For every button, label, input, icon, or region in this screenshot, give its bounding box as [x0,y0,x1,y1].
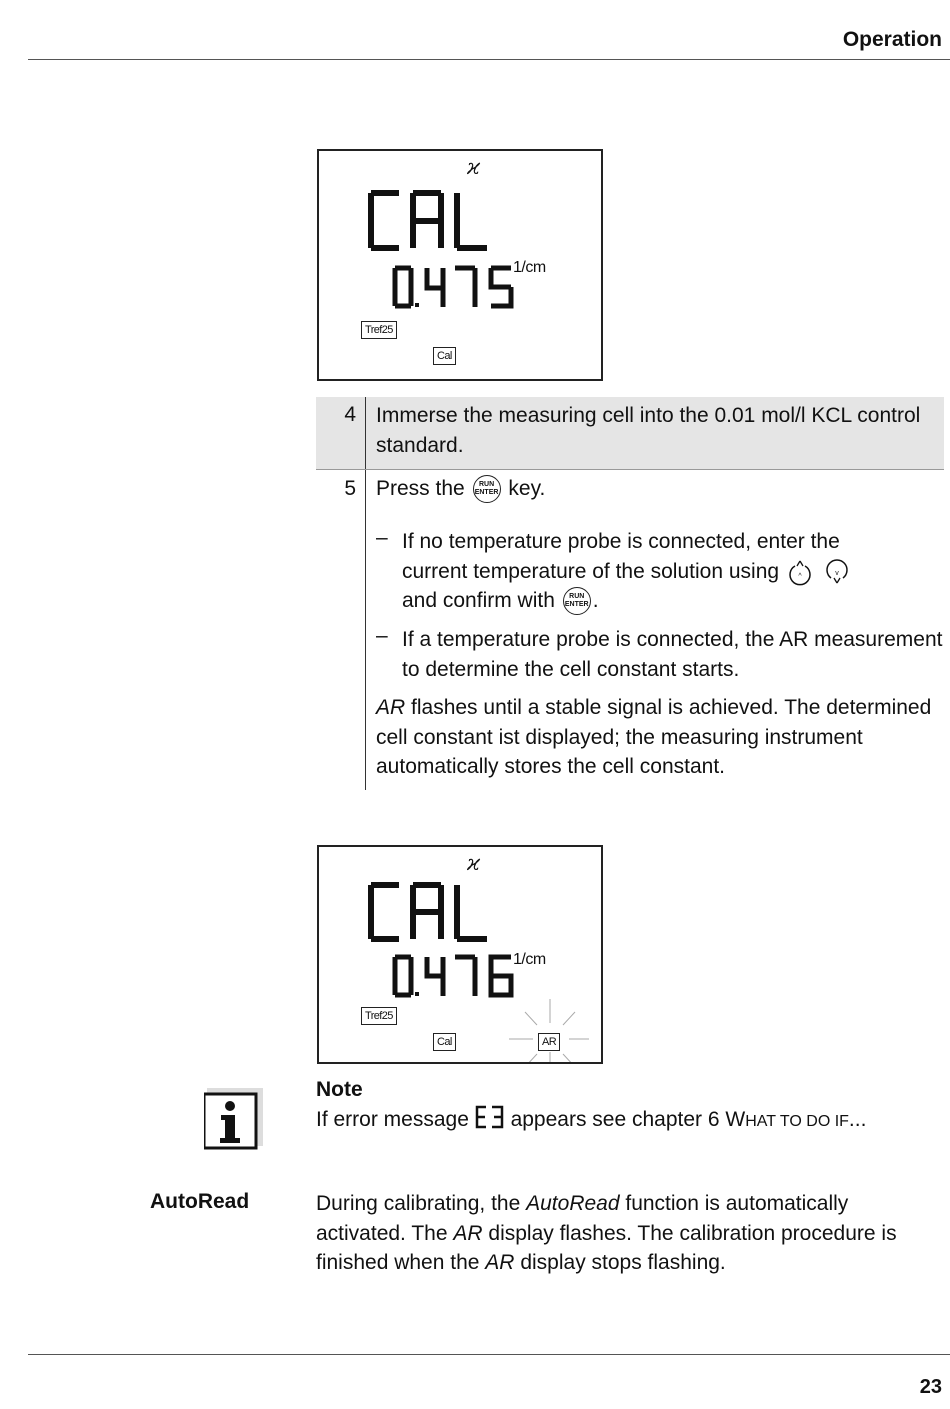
lcd-display-calibration [317,149,603,381]
key-label-bottom: ENTER [564,601,589,609]
autoread-t1: During calibrating, the [316,1192,527,1215]
autoread-t3: display flashes. The calibration procedure is finished when the [316,1221,897,1274]
bullet1-line2-text: current temperature of the solution using [402,559,780,583]
step-number: 4 [344,403,356,426]
ar-italic: AR [376,696,406,719]
press-text: Press the [376,477,465,500]
key-label-top: RUN [478,481,495,489]
svg-text:v: v [834,569,839,577]
para-text: flashes until a stable signal is achieved. The determined cell constant ist displayed; the measuring instrument automatically stores the cell constant. [376,696,932,778]
run-enter-key-icon [563,587,591,615]
note-text-before: If error message [316,1108,469,1131]
step-divider [365,470,366,790]
info-icon [204,1088,263,1150]
note-text [316,1105,866,1132]
footer-rule [28,1354,950,1355]
autoread-i1: AutoRead [526,1192,620,1215]
autoread-t2: function is automatically activated. The [316,1192,849,1245]
key-label-top: RUN [569,593,585,601]
key-text: key. [508,477,546,500]
bullet-dash: – [376,624,388,647]
step-number: 5 [344,477,356,500]
cal-indicator: Cal [433,347,456,365]
step-divider [365,397,366,469]
autoread-i2: AR [453,1221,483,1245]
unit-label: 1/cm [513,951,546,968]
lcd-display-result [317,845,603,1064]
conductivity-symbol: ϰ [467,155,481,179]
press-key-line [376,474,545,504]
step-row-5 [316,470,944,790]
header-title: Operation [842,28,942,51]
bullet-dash: – [376,526,388,549]
bullet1-line3: and confirm with RUN ENTER . [402,586,942,616]
header-rule [28,59,950,60]
tref-indicator: Tref25 [361,1007,397,1025]
cal-indicator: Cal [433,1033,456,1051]
bullet-item-1 [402,527,942,616]
note-text-after: appears see chapter 6 W [504,1108,746,1131]
lcd-segment-digits [319,151,601,379]
autoread-text [316,1189,944,1278]
error-code-e3-icon [475,1105,505,1129]
step-text: Immerse the measuring cell into the 0.01 mol/l KCL control standard. [376,404,921,457]
step-row-4 [316,397,944,469]
unit-label: 1/cm [513,259,546,276]
ar-indicator: AR [538,1033,560,1051]
bullet1-line3-text: and confirm with [402,589,555,612]
autoread-t4: display stops flashing. [514,1251,726,1274]
autoread-side-label: AutoRead [150,1190,250,1213]
run-enter-key-icon [473,475,501,503]
autoread-i3: AR [485,1251,515,1274]
note-ellipsis: ... [848,1108,867,1131]
bullet-item-2: If a temperature probe is connected, the AR measurement to determine the cell constant starts. [402,628,943,681]
conductivity-symbol: ϰ [467,851,481,875]
lcd-segment-digits [319,847,601,1062]
bullet1-line1: If no temperature probe is connected, enter the [402,530,840,553]
tref-indicator: Tref25 [361,321,397,339]
step-table [316,397,944,790]
page-number: 23 [919,1376,942,1398]
note-title: Note [316,1078,363,1101]
up-key-icon [787,558,813,586]
svg-text:^: ^ [798,572,802,580]
down-key-icon [823,558,851,586]
key-label-bottom: ENTER [474,489,499,497]
note-chapter-smallcaps: HAT TO DO IF [745,1113,849,1130]
bullet1-line2 [402,557,942,587]
autoread-paragraph [376,693,942,782]
